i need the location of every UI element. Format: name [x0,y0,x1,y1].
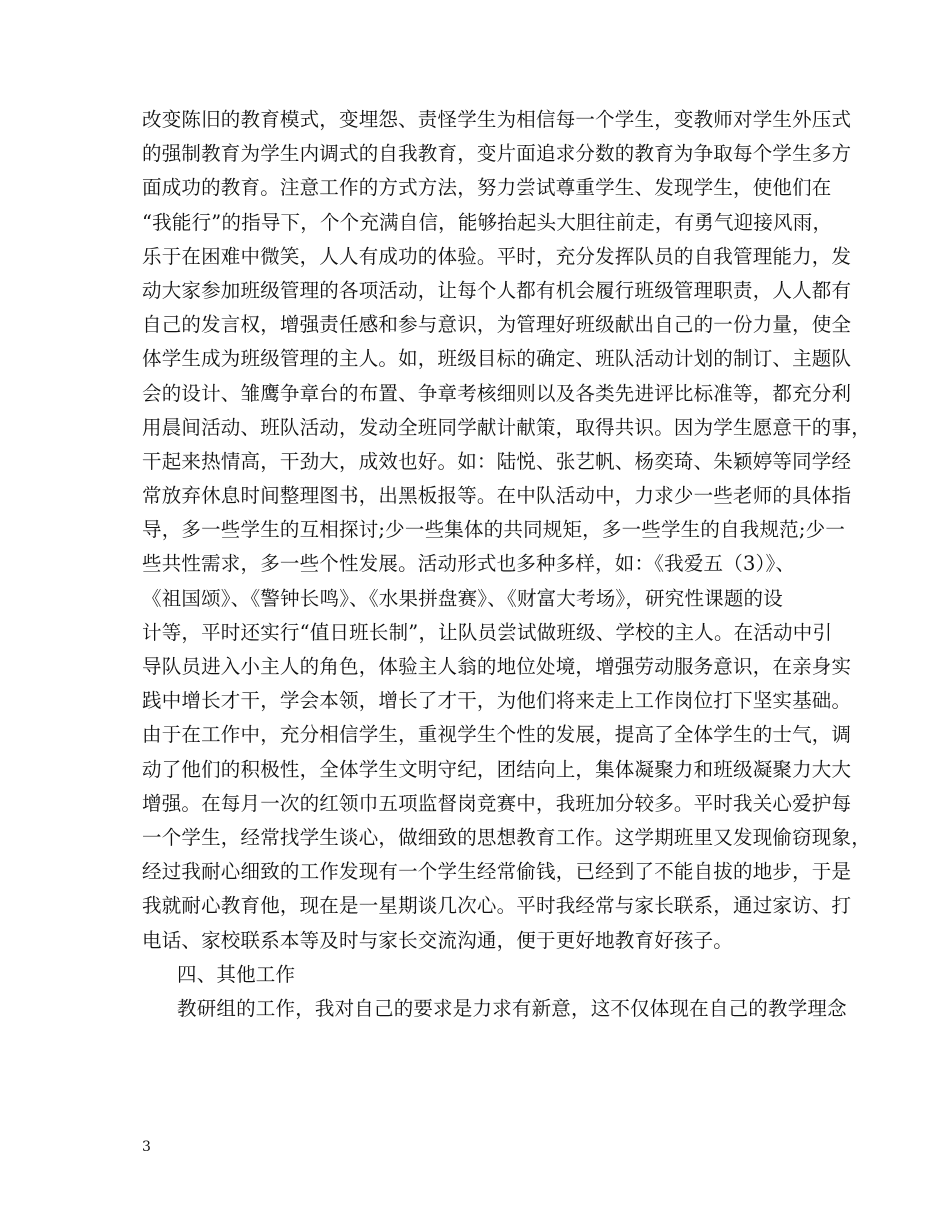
text-line: 动了他们的积极性，全体学生文明守纪，团结向上，集体凝聚力和班级凝聚力大大 [142,757,852,781]
text-line: 由于在工作中，充分相信学生，重视学生个性的发展，提高了全体学生的士气，调 [142,723,852,747]
text-line: 干起来热情高，干劲大，成效也好。如：陆悦、张艺帆、杨奕琦、朱颖婷等同学经 [142,449,852,473]
text-line: 乐于在困难中微笑，人人有成功的体验。平时，充分发挥队员的自我管理能力，发 [142,244,852,268]
text-line: “我能行”的指导下，个个充满自信，能够抬起头大胆往前走，有勇气迎接风雨， [142,210,833,234]
text-line: 导，多一些学生的互相探讨;少一些集体的共同规矩，多一些学生的自我规范;少一 [142,518,846,542]
text-line: 动大家参加班级管理的各项活动，让每个人都有机会履行班级管理职责，人人都有 [142,278,852,302]
text-line: 常放弃休息时间整理图书，出黑板报等。在中队活动中，力求少一些老师的具体指 [142,484,852,508]
text-line: 计等，平时还实行“值日班长制”，让队员尝试做班级、学校的主人。在活动中引 [142,620,833,644]
text-line: 教研组的工作，我对自己的要求是力求有新意，这不仅体现在自己的教学理念 [177,996,847,1020]
text-line: 践中增长才干，学会本领，增长了才干，为他们将来走上工作岗位打下坚实基础。 [142,689,852,713]
text-line: 改变陈旧的教育模式，变埋怨、责怪学生为相信每一个学生，变教师对学生外压式 [142,108,852,131]
text-line: 些共性需求，多一些个性发展。活动形式也多种多样，如：《我爱五（3）》、 [142,552,796,576]
text-line: 我就耐心教育他，现在是一星期谈几次心。平时我经常与家长联系，通过家访、打 [142,894,852,918]
text-line: 增强。在每月一次的红领巾五项监督岗竞赛中，我班加分较多。平时我关心爱护每 [142,791,852,815]
body-text [142,103,871,1026]
text-line: 面成功的教育。注意工作的方式方法，努力尝试尊重学生、发现学生，使他们在 [142,176,832,200]
text-line: 《祖国颂》、《警钟长鸣》、《水果拼盘赛》、《财富大考场》，研究性课题的设 [142,586,783,610]
text-line: 会的设计、雏鹰争章台的布置、争章考核细则以及各类先进评比标准等，都充分利 [142,381,852,405]
text-line: 导队员进入小主人的角色，体验主人翁的地位处境，增强劳动服务意识，在亲身实 [142,655,852,678]
text-line: 的强制教育为学生内调式的自我教育，变片面追求分数的教育为争取每个学生多方 [142,142,852,166]
page-number: 3 [142,1139,151,1155]
text-line: 电话、家校联系本等及时与家长交流沟通，便于更好地教育好孩子。 [142,928,734,952]
text-line: 一个学生，经常找学生谈心，做细致的思想教育工作。这学期班里又发现偷窃现象， [142,825,871,849]
text-line: 用晨间活动、班队活动，发动全班同学献计献策，取得共识。因为学生愿意干的事， [142,415,871,439]
text-line: 自己的发言权，增强责任感和参与意识，为管理好班级献出自己的一份力量，使全 [142,313,852,337]
section-heading: 四、其他工作 [177,962,296,986]
text-line: 经过我耐心细致的工作发现有一个学生经常偷钱，已经到了不能自拔的地步，于是 [142,860,852,884]
text-line: 体学生成为班级管理的主人。如，班级目标的确定、班队活动计划的制订、主题队 [142,347,852,371]
